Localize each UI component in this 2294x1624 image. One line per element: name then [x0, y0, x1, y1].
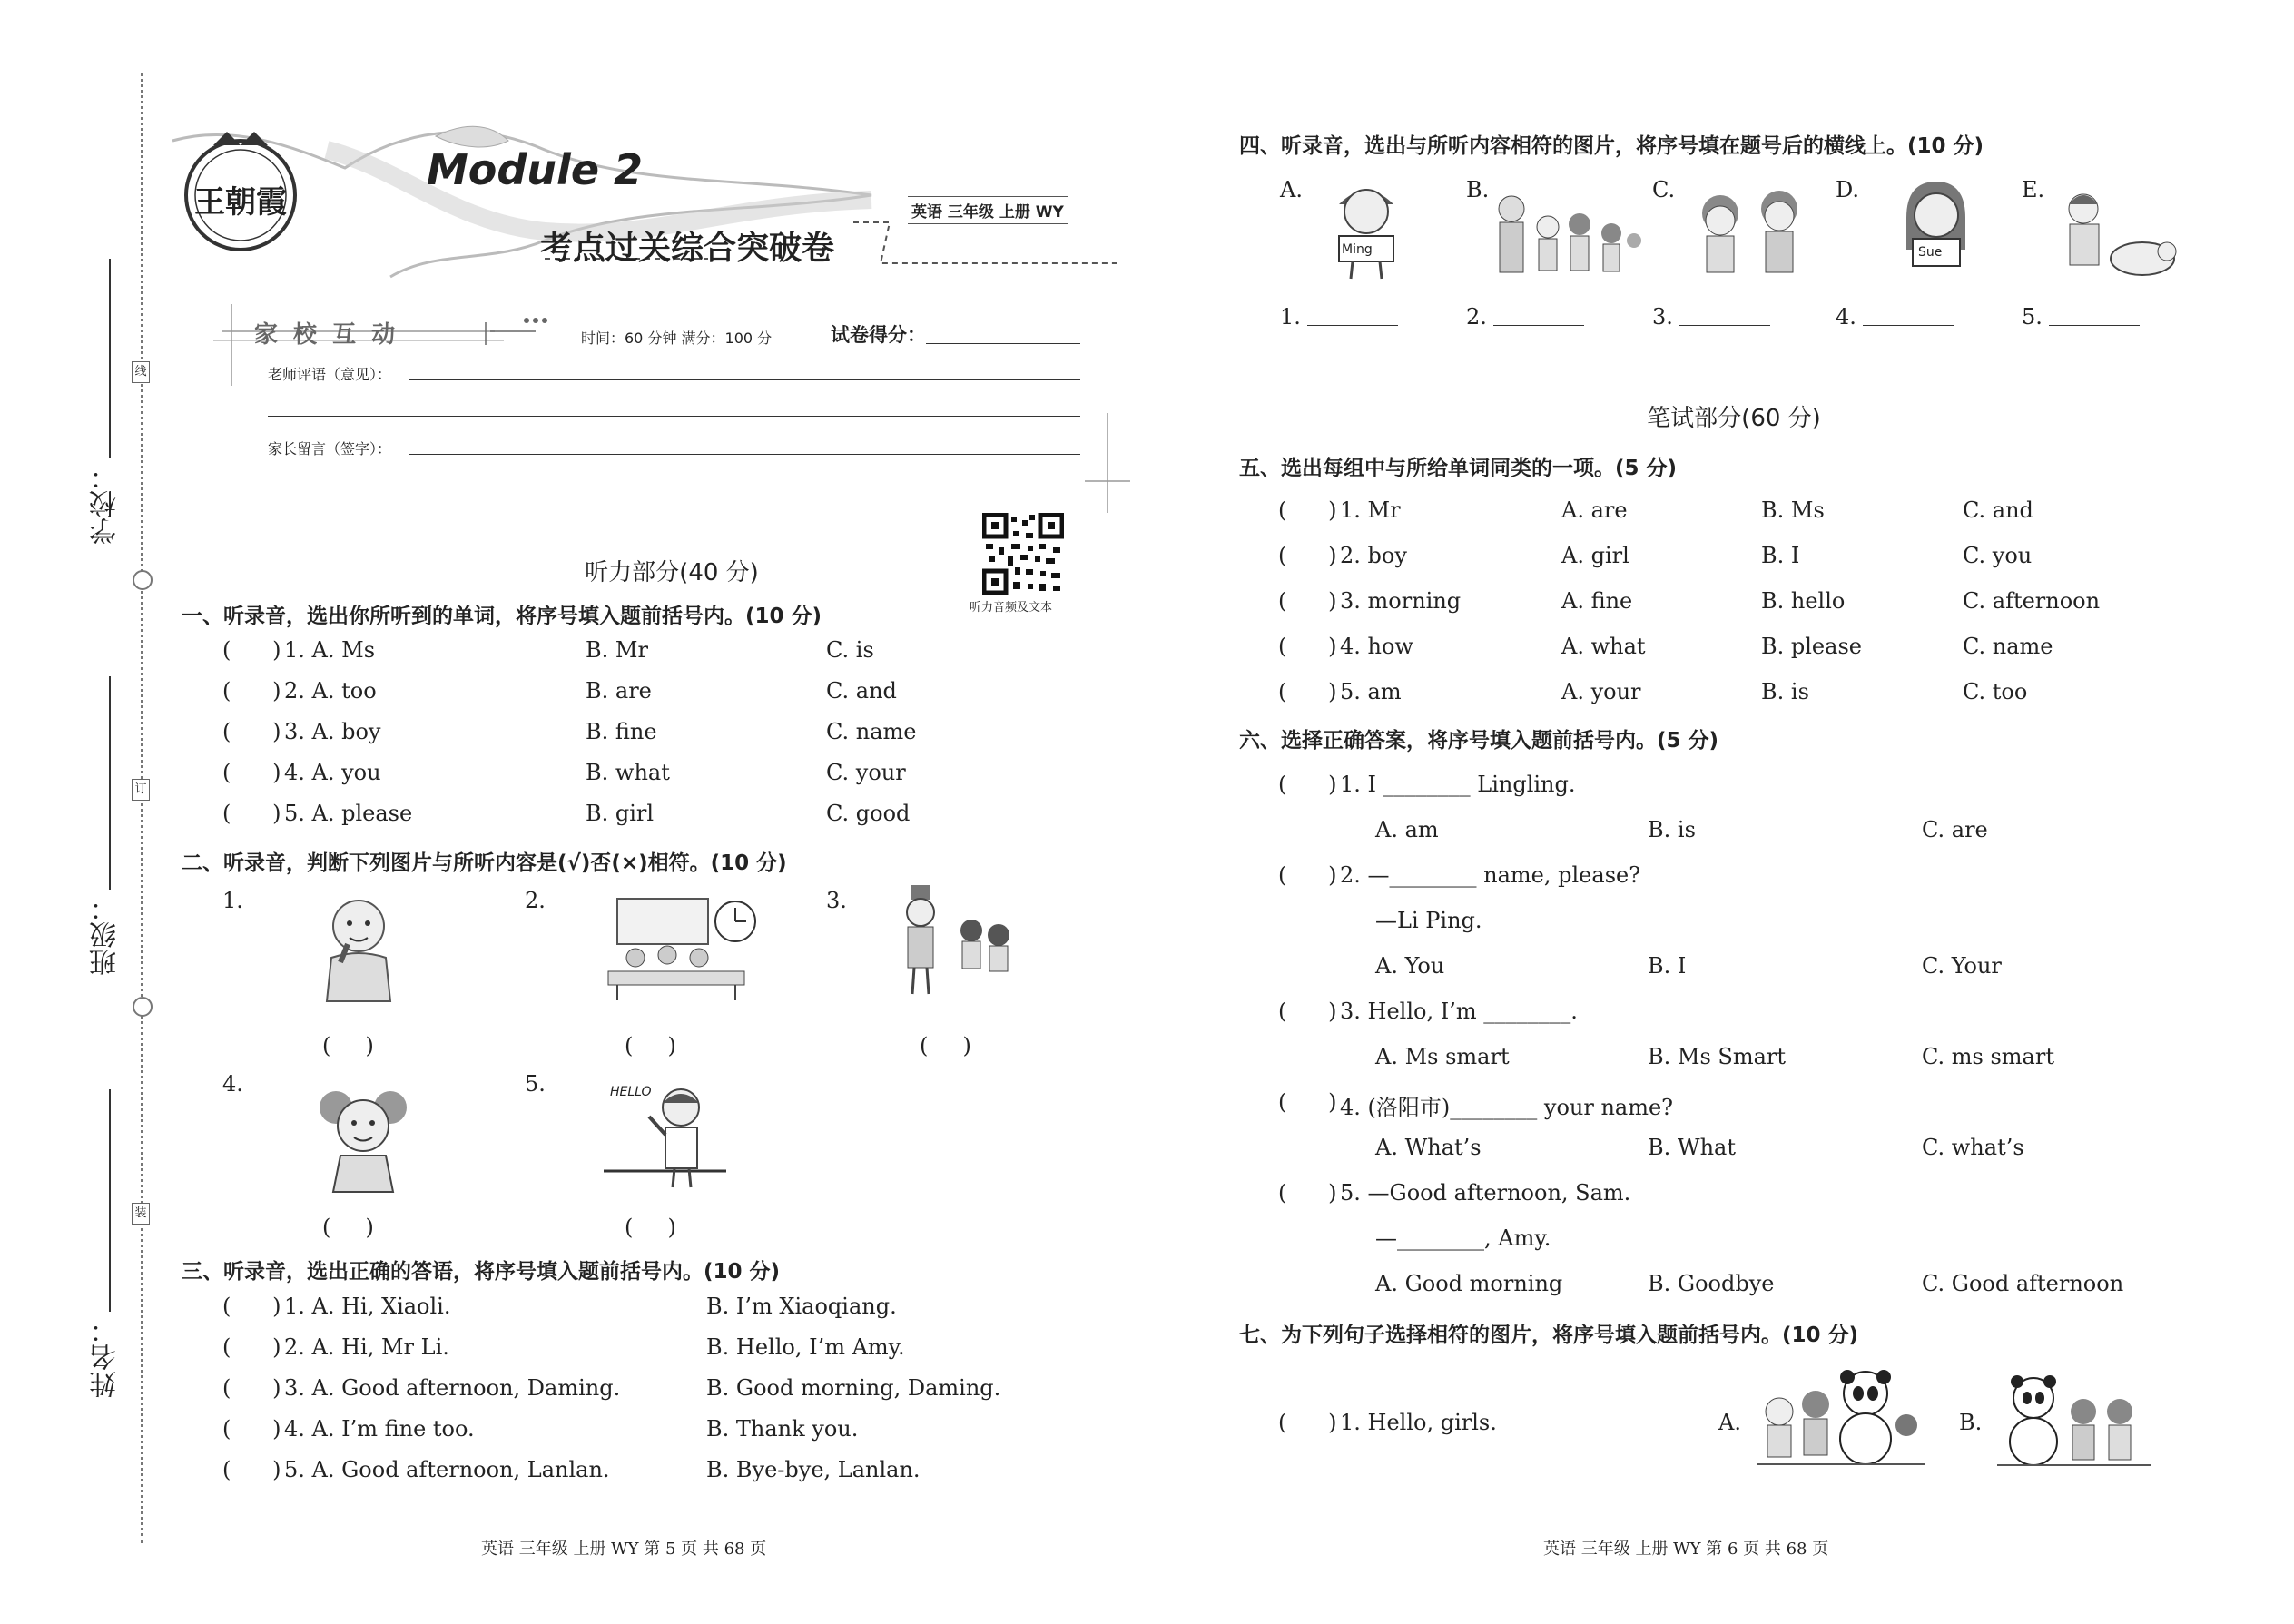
answer-bracket[interactable]: ( )	[1278, 862, 1337, 888]
answer-bracket[interactable]: ( )	[1278, 1089, 1337, 1115]
option: C. and	[1963, 497, 2033, 523]
picture-number: 2.	[525, 888, 546, 913]
option: B. What	[1648, 1135, 1736, 1160]
clown-kids-picture	[894, 885, 1026, 999]
answer-bracket[interactable]: ( )	[1278, 772, 1337, 797]
question-word: 4. how	[1340, 634, 1413, 659]
binding-mark: 装	[132, 1203, 150, 1225]
answer-bracket[interactable]: ( )	[222, 1416, 281, 1442]
option: B. please	[1761, 634, 1862, 659]
option: C. is	[826, 637, 874, 663]
boy-hello-picture	[604, 1080, 726, 1189]
option: A. are	[1561, 497, 1628, 523]
listening-section-title: 听力部分(40 分)	[585, 559, 759, 586]
girl-card-picture	[1893, 177, 1979, 281]
question-6-2: 2. —________ name, please?	[1340, 862, 1641, 888]
question-item: 2. A. too	[284, 678, 377, 704]
picture-letter: B.	[1959, 1410, 1983, 1435]
option: 5. A. Good afternoon, Lanlan.	[284, 1457, 610, 1482]
option: A. Ms smart	[1375, 1044, 1510, 1069]
option: A. your	[1561, 679, 1641, 704]
option: B. is	[1761, 679, 1809, 704]
answer-blank[interactable]	[1863, 325, 1954, 326]
question-6-5: 5. —Good afternoon, Sam.	[1340, 1180, 1631, 1206]
answer-bracket[interactable]: ( )	[1278, 1180, 1337, 1206]
answer-number: 3.	[1652, 304, 1673, 330]
option: C. too	[1963, 679, 2028, 704]
answer-bracket[interactable]: ( )	[222, 760, 281, 785]
course-tags: 英语 三年级 上册 WY	[908, 196, 1068, 224]
answer-blank[interactable]	[1493, 325, 1584, 326]
option: B. hello	[1761, 588, 1846, 614]
binding-mark: 线	[132, 361, 150, 383]
panda-kids-picture-a	[1757, 1366, 1925, 1471]
answer-bracket[interactable]: ( )	[222, 1457, 281, 1482]
option: B. I’m Xiaoqiang.	[706, 1294, 897, 1319]
name-label: 姓名：	[90, 1316, 122, 1398]
parent-comment-field[interactable]	[409, 454, 1080, 455]
binding-mark: 订	[132, 779, 150, 801]
answer-bracket[interactable]: ( )	[222, 1375, 281, 1401]
option: C. and	[826, 678, 897, 704]
option: B. Goodbye	[1648, 1271, 1775, 1296]
option: C. what’s	[1922, 1135, 2024, 1160]
question-word: 2. boy	[1340, 543, 1407, 568]
question-word: 1. Mr	[1340, 497, 1401, 523]
option: A. What’s	[1375, 1135, 1482, 1160]
section-3-title: 三、听录音，选出正确的答语，将序号填入题前括号内。(10 分)	[182, 1260, 781, 1284]
teacher-comment-field-2[interactable]	[268, 416, 1080, 417]
picture-letter: D.	[1836, 177, 1860, 202]
brand-logo-text: 王朝霞	[194, 184, 287, 221]
option: C. afternoon	[1963, 588, 2101, 614]
answer-number: 5.	[2022, 304, 2043, 330]
picture-letter: C.	[1652, 177, 1676, 202]
answer-blank[interactable]	[2049, 325, 2140, 326]
parent-comment-label: 家长留言（签字）：	[268, 440, 392, 458]
qr-caption: 听力音频及文本	[970, 601, 1053, 615]
picture-letter: E.	[2022, 177, 2045, 202]
option: A. girl	[1561, 543, 1629, 568]
section-7-title: 七、为下列句子选择相符的图片，将序号填入题前括号内。(10 分)	[1239, 1324, 1859, 1347]
answer-bracket[interactable]: ( )	[222, 1294, 281, 1319]
option: C. name	[826, 719, 917, 744]
hello-board-text: HELLO	[610, 1085, 652, 1099]
binding-hole	[133, 997, 153, 1017]
answer-bracket[interactable]: ( )	[222, 719, 281, 744]
option: B. Good morning, Daming.	[706, 1375, 1001, 1401]
picture-letter: A.	[1280, 177, 1303, 202]
option: B. I	[1761, 543, 1800, 568]
answer-bracket[interactable]: ( )	[322, 1033, 374, 1058]
question-6-2-reply: —Li Ping.	[1375, 908, 1482, 933]
option: B. Thank you.	[706, 1416, 859, 1442]
card-text: Sue	[1918, 245, 1943, 260]
picture-number: 4.	[222, 1071, 243, 1097]
school-field[interactable]	[109, 259, 111, 458]
answer-bracket[interactable]: ( )	[322, 1215, 374, 1240]
interact-label: 家 校 互 动	[254, 321, 399, 349]
picture-letter: B.	[1466, 177, 1490, 202]
teacher-comment-label: 老师评语（意见）：	[268, 366, 392, 383]
option: B. Hello, I’m Amy.	[706, 1334, 905, 1360]
option: C. ms smart	[1922, 1044, 2054, 1069]
option: B. Mr	[586, 637, 648, 663]
question-6-3: 3. Hello, I’m ________.	[1340, 999, 1578, 1024]
written-section-title: 笔试部分(60 分)	[1647, 405, 1821, 432]
answer-blank[interactable]	[1307, 325, 1398, 326]
option: C. good	[826, 801, 911, 826]
option: B. is	[1648, 817, 1696, 842]
answer-bracket[interactable]: ( )	[1278, 497, 1337, 523]
option: B. girl	[586, 801, 655, 826]
answer-bracket[interactable]: ( )	[222, 801, 281, 826]
question-item: 3. A. boy	[284, 719, 381, 744]
option: B. Bye-bye, Lanlan.	[706, 1457, 921, 1482]
class-label: 班级：	[90, 894, 122, 976]
answer-number: 1.	[1280, 304, 1301, 330]
answer-bracket[interactable]: ( )	[222, 637, 281, 663]
page-footer-left: 英语 三年级 上册 WY 第 5 页 共 68 页	[481, 1540, 767, 1559]
woman-pig-picture	[2056, 186, 2179, 281]
answer-bracket[interactable]: ( )	[1278, 1410, 1337, 1435]
answer-blank[interactable]	[1679, 325, 1770, 326]
option: B. are	[586, 678, 652, 704]
two-girls-picture	[1689, 186, 1816, 281]
section-5-title: 五、选出每组中与所给单词同类的一项。(5 分)	[1239, 457, 1678, 480]
option: C. Good afternoon	[1922, 1271, 2124, 1296]
option: B. fine	[586, 719, 657, 744]
boy-card-picture	[1325, 177, 1407, 281]
answer-bracket[interactable]: ( )	[1278, 543, 1337, 568]
option: C. are	[1922, 817, 1988, 842]
question-6-5-reply: —________, Amy.	[1375, 1225, 1551, 1251]
question-6-4: 4. (洛阳市)________ your name?	[1340, 1095, 1674, 1120]
answer-bracket[interactable]: ( )	[222, 1334, 281, 1360]
picture-letter: A.	[1718, 1410, 1741, 1435]
answer-bracket[interactable]: ( )	[1278, 679, 1337, 704]
option: 2. A. Hi, Mr Li.	[284, 1334, 449, 1360]
girl-picture	[313, 1085, 413, 1194]
time-info: 时间：60 分钟 满分：100 分	[581, 330, 773, 347]
panda-kids-picture-b	[1997, 1371, 2151, 1471]
option: C. your	[826, 760, 906, 785]
question-7-1: 1. Hello, girls.	[1340, 1410, 1497, 1435]
answer-bracket[interactable]: ( )	[1278, 634, 1337, 659]
option: 4. A. I’m fine too.	[284, 1416, 475, 1442]
picture-number: 1.	[222, 888, 243, 913]
picture-number: 5.	[525, 1071, 546, 1097]
answer-bracket[interactable]: ( )	[1278, 999, 1337, 1024]
name-field[interactable]	[109, 1089, 111, 1312]
option: B. Ms	[1761, 497, 1825, 523]
group-picture	[1489, 186, 1643, 281]
picture-number: 3.	[826, 888, 847, 913]
answer-bracket[interactable]: ( )	[920, 1033, 971, 1058]
answer-bracket[interactable]: ( )	[1278, 588, 1337, 614]
class-field[interactable]	[109, 676, 111, 890]
answer-bracket[interactable]: ( )	[625, 1033, 676, 1058]
option: C. name	[1963, 634, 2053, 659]
answer-number: 4.	[1836, 304, 1856, 330]
qr-code-icon	[982, 513, 1064, 595]
question-item: 5. A. please	[284, 801, 413, 826]
section-1-title: 一、听录音，选出你所听到的单词，将序号填入题前括号内。(10 分)	[182, 605, 822, 628]
option: 1. A. Hi, Xiaoli.	[284, 1294, 451, 1319]
old-man-picture	[313, 894, 404, 1003]
module-title: Module 2	[427, 145, 644, 194]
school-label: 学校：	[90, 463, 122, 545]
page-footer-right: 英语 三年级 上册 WY 第 6 页 共 68 页	[1543, 1540, 1829, 1559]
card-text: Ming	[1342, 242, 1373, 257]
answer-bracket[interactable]: ( )	[222, 678, 281, 704]
option: B. what	[586, 760, 670, 785]
exam-subtitle: 考点过关综合突破卷	[540, 229, 835, 267]
option: A. fine	[1561, 588, 1633, 614]
answer-number: 2.	[1466, 304, 1487, 330]
score-label: 试卷得分：	[831, 324, 926, 346]
binding-hole	[133, 570, 153, 590]
teacher-comment-field[interactable]	[409, 379, 1080, 380]
score-field[interactable]	[926, 343, 1080, 344]
question-word: 3. morning	[1340, 588, 1462, 614]
option: A. what	[1561, 634, 1646, 659]
question-item: 4. A. you	[284, 760, 381, 785]
section-2-title: 二、听录音，判断下列图片与所听内容是(√)否(×)相符。(10 分)	[182, 851, 787, 875]
section-4-title: 四、听录音，选出与所听内容相符的图片，将序号填在题号后的横线上。(10 分)	[1239, 134, 1984, 158]
option: 3. A. Good afternoon, Daming.	[284, 1375, 621, 1401]
option: A. Good morning	[1375, 1271, 1563, 1296]
question-word: 5. am	[1340, 679, 1402, 704]
option: A. You	[1375, 953, 1445, 979]
option: C. Your	[1922, 953, 2002, 979]
binding-dotted-line	[141, 73, 143, 1543]
question-6-1: 1. I ________ Lingling.	[1340, 772, 1576, 797]
section-6-title: 六、选择正确答案，将序号填入题前括号内。(5 分)	[1239, 729, 1719, 753]
classroom-picture	[599, 890, 763, 1003]
option: B. I	[1648, 953, 1687, 979]
option: A. am	[1375, 817, 1439, 842]
answer-bracket[interactable]: ( )	[625, 1215, 676, 1240]
question-item: 1. A. Ms	[284, 637, 376, 663]
option: C. you	[1963, 543, 2033, 568]
option: B. Ms Smart	[1648, 1044, 1787, 1069]
